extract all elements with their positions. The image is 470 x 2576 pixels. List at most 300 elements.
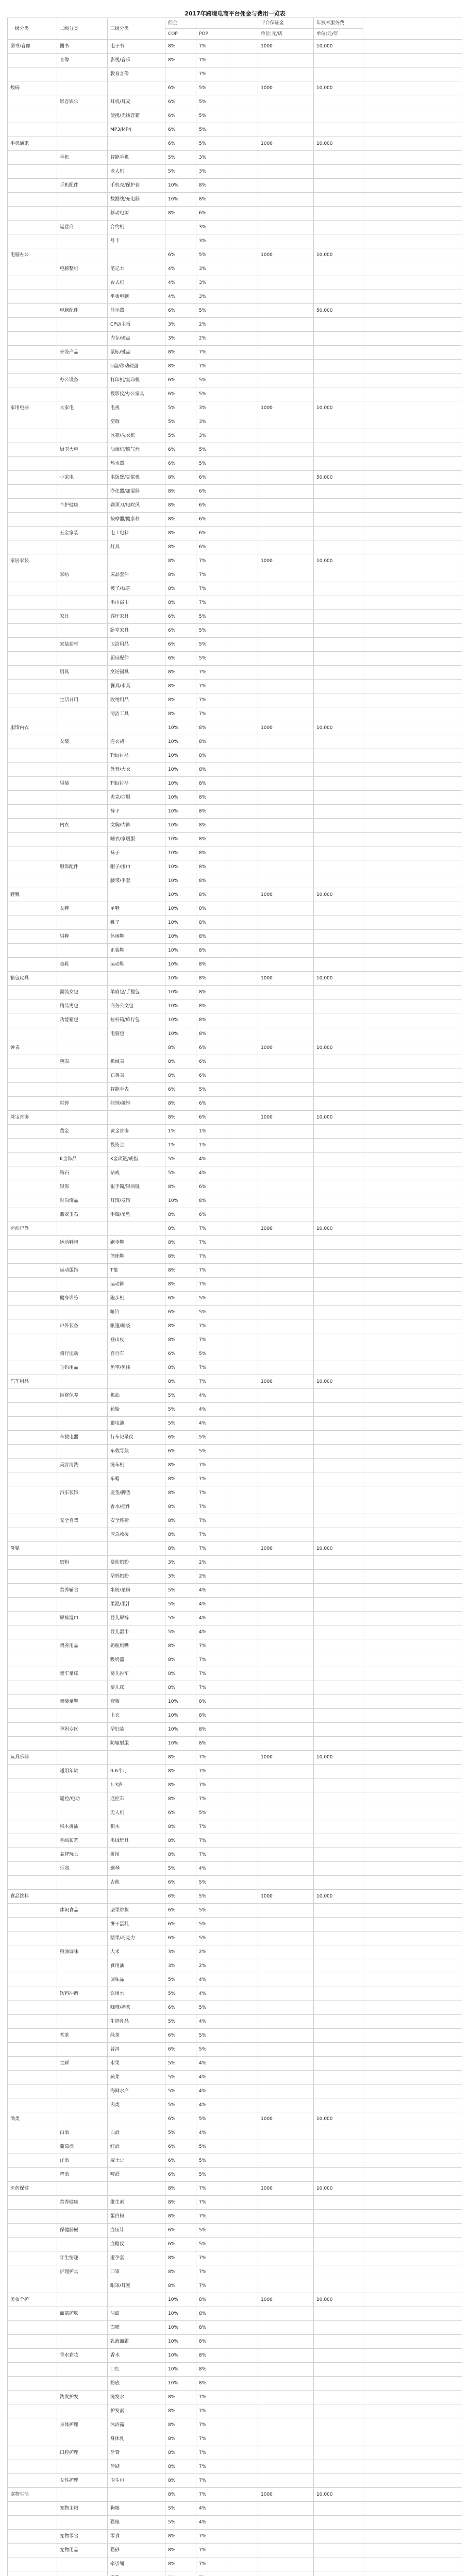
category-l3: 教育音像 xyxy=(108,67,165,81)
deposit xyxy=(258,1695,314,1709)
table-row xyxy=(8,165,462,179)
table-row xyxy=(8,1778,462,1792)
category-l2 xyxy=(57,1222,108,1236)
annual-fee xyxy=(314,1625,363,1639)
annual-fee xyxy=(314,1556,363,1570)
deposit xyxy=(258,443,314,457)
category-l1 xyxy=(8,805,57,819)
category-l3: 收纳用品 xyxy=(108,693,165,707)
deposit xyxy=(258,624,314,638)
rate-pop: 3% xyxy=(196,429,227,443)
category-l2: 翡翠玉石 xyxy=(57,1208,108,1222)
annual-fee: 10,000 xyxy=(314,248,363,262)
category-l2 xyxy=(57,596,108,610)
category-l3: 文胸/内裤 xyxy=(108,819,165,833)
category-l3: 便携/无线音箱 xyxy=(108,109,165,123)
category-l1 xyxy=(8,485,57,499)
category-l3: 显示器 xyxy=(108,304,165,318)
category-l2 xyxy=(57,680,108,693)
rate-cop: 10% xyxy=(165,721,196,735)
note-cell xyxy=(363,123,462,137)
rate-pop: 5% xyxy=(196,2029,227,2043)
category-l3: 毛巾浴巾 xyxy=(108,596,165,610)
annual-fee xyxy=(314,2391,363,2404)
header-blank xyxy=(363,18,462,40)
rate-pop: 8% xyxy=(196,833,227,846)
rate-extra xyxy=(227,2404,258,2418)
annual-fee xyxy=(314,1709,363,1723)
category-l2 xyxy=(57,1751,108,1765)
category-l2 xyxy=(57,387,108,401)
deposit xyxy=(258,1848,314,1862)
annual-fee xyxy=(314,387,363,401)
rate-extra xyxy=(227,972,258,986)
category-l1 xyxy=(8,902,57,916)
table-row xyxy=(8,735,462,749)
rate-pop: 7% xyxy=(196,1514,227,1528)
table-row xyxy=(8,707,462,721)
category-l2 xyxy=(57,2015,108,2029)
deposit xyxy=(258,638,314,652)
deposit xyxy=(258,1013,314,1027)
note-cell xyxy=(363,1361,462,1375)
table-row xyxy=(8,916,462,930)
table-row xyxy=(8,1973,462,1987)
rate-pop: 5% xyxy=(196,1306,227,1319)
deposit xyxy=(258,346,314,360)
rate-extra xyxy=(227,1486,258,1500)
header-annual-fee: 年技术服务费 xyxy=(314,18,363,29)
note-cell xyxy=(363,1584,462,1598)
table-row xyxy=(8,248,462,262)
category-l3: 饼干蛋糕 xyxy=(108,1918,165,1931)
rate-cop: 8% xyxy=(165,1055,196,1069)
rate-cop: 8% xyxy=(165,207,196,221)
category-l1 xyxy=(8,193,57,207)
rate-extra xyxy=(227,2307,258,2321)
deposit xyxy=(258,1347,314,1361)
rate-pop: 8% xyxy=(196,1695,227,1709)
annual-fee xyxy=(314,346,363,360)
category-l2: 个护健康 xyxy=(57,499,108,513)
rate-extra xyxy=(227,40,258,54)
category-l1 xyxy=(8,2154,57,2168)
rate-pop: 4% xyxy=(196,2502,227,2516)
category-l2: 厨卫大电 xyxy=(57,443,108,457)
table-row xyxy=(8,193,462,207)
category-l1 xyxy=(8,1931,57,1945)
deposit xyxy=(258,1292,314,1306)
category-l1: 美妆个护 xyxy=(8,2293,57,2307)
category-l2: 音像 xyxy=(57,54,108,67)
annual-fee xyxy=(314,1486,363,1500)
category-l3: 热水器 xyxy=(108,457,165,471)
note-cell xyxy=(363,1292,462,1306)
category-l1 xyxy=(8,1347,57,1361)
annual-fee xyxy=(314,1097,363,1111)
note-cell xyxy=(363,1778,462,1792)
note-cell xyxy=(363,360,462,374)
category-l1: 箱包皮具 xyxy=(8,972,57,986)
category-l2 xyxy=(57,554,108,568)
rate-cop: 8% xyxy=(165,2418,196,2432)
category-l3: 挂钟/闹钟 xyxy=(108,1097,165,1111)
category-l2 xyxy=(57,1973,108,1987)
rate-pop: 4% xyxy=(196,1612,227,1625)
note-cell xyxy=(363,2432,462,2446)
category-l3: 上衣 xyxy=(108,1709,165,1723)
rate-pop: 5% xyxy=(196,2154,227,2168)
annual-fee xyxy=(314,763,363,777)
table-row xyxy=(8,833,462,846)
rate-cop: 6% xyxy=(165,2140,196,2154)
note-cell xyxy=(363,1625,462,1639)
category-l2: 啤酒 xyxy=(57,2168,108,2182)
table-row xyxy=(8,81,462,95)
rate-cop: 8% xyxy=(165,471,196,485)
category-l2 xyxy=(57,916,108,930)
deposit xyxy=(258,1862,314,1876)
rate-cop: 6% xyxy=(165,137,196,151)
deposit xyxy=(258,540,314,554)
rate-cop: 6% xyxy=(165,1431,196,1445)
note-cell xyxy=(363,1723,462,1737)
category-l3: 牵引绳 xyxy=(108,2557,165,2571)
rate-pop: 8% xyxy=(196,735,227,749)
category-l1 xyxy=(8,666,57,680)
category-l3: 轮胎 xyxy=(108,1403,165,1417)
annual-fee xyxy=(314,1639,363,1653)
category-l1 xyxy=(8,387,57,401)
category-l3 xyxy=(108,554,165,568)
note-cell xyxy=(363,2126,462,2140)
note-cell xyxy=(363,2571,462,2576)
deposit xyxy=(258,1556,314,1570)
annual-fee xyxy=(314,1333,363,1347)
rate-pop: 1% xyxy=(196,1125,227,1139)
rate-cop: 8% xyxy=(165,1250,196,1264)
document-title: 2017年跨境电商平台佣金与费用一览表 xyxy=(184,10,286,17)
note-cell xyxy=(363,680,462,693)
deposit xyxy=(258,2029,314,2043)
rate-extra xyxy=(227,360,258,374)
rate-pop: 7% xyxy=(196,1250,227,1264)
rate-pop: 8% xyxy=(196,193,227,207)
note-cell xyxy=(363,513,462,527)
category-l3: 牛奶乳品 xyxy=(108,2015,165,2029)
rate-cop: 10% xyxy=(165,1027,196,1041)
rate-pop: 7% xyxy=(196,554,227,568)
rate-extra xyxy=(227,610,258,624)
category-l3 xyxy=(108,1375,165,1389)
annual-fee xyxy=(314,2335,363,2349)
deposit: 1000 xyxy=(258,2182,314,2196)
category-l3: U盘/移动硬盘 xyxy=(108,360,165,374)
rate-extra xyxy=(227,2210,258,2224)
rate-extra xyxy=(227,582,258,596)
deposit: 1000 xyxy=(258,2293,314,2307)
category-l1: 服饰内衣 xyxy=(8,721,57,735)
category-l3: 单肩包/手提包 xyxy=(108,986,165,999)
annual-fee xyxy=(314,1236,363,1250)
rate-cop: 6% xyxy=(165,1445,196,1459)
category-l3 xyxy=(108,2571,165,2576)
rate-cop: 6% xyxy=(165,81,196,95)
annual-fee xyxy=(314,916,363,930)
category-l3 xyxy=(108,1111,165,1125)
table-row xyxy=(8,109,462,123)
rate-cop: 10% xyxy=(165,2363,196,2377)
rate-extra xyxy=(227,67,258,81)
category-l2 xyxy=(57,1041,108,1055)
rate-pop: 8% xyxy=(196,749,227,763)
category-l1 xyxy=(8,1765,57,1778)
table-row xyxy=(8,1848,462,1862)
rate-cop: 8% xyxy=(165,527,196,540)
rate-cop: 10% xyxy=(165,179,196,193)
category-l2 xyxy=(57,2460,108,2474)
category-l2: 银饰 xyxy=(57,1180,108,1194)
rate-extra xyxy=(227,1667,258,1681)
category-l1: 宠物生活 xyxy=(8,2488,57,2502)
deposit xyxy=(258,387,314,401)
category-l2 xyxy=(57,137,108,151)
rate-extra xyxy=(227,1375,258,1389)
rate-pop: 7% xyxy=(196,1792,227,1806)
category-l2 xyxy=(57,360,108,374)
rate-extra xyxy=(227,81,258,95)
category-l2 xyxy=(57,540,108,554)
annual-fee xyxy=(314,958,363,972)
note-cell xyxy=(363,693,462,707)
rate-extra xyxy=(227,874,258,888)
category-l3 xyxy=(108,721,165,735)
deposit xyxy=(258,2446,314,2460)
category-l1 xyxy=(8,415,57,429)
category-l3: 裤子 xyxy=(108,805,165,819)
category-l2: 乐器 xyxy=(57,1862,108,1876)
deposit xyxy=(258,360,314,374)
rate-cop: 3% xyxy=(165,1945,196,1959)
deposit xyxy=(258,1208,314,1222)
rate-extra xyxy=(227,2084,258,2098)
deposit xyxy=(258,805,314,819)
rate-cop: 5% xyxy=(165,1403,196,1417)
rate-extra xyxy=(227,2015,258,2029)
note-cell xyxy=(363,860,462,874)
rate-pop: 5% xyxy=(196,443,227,457)
rate-extra xyxy=(227,1445,258,1459)
category-l1: 数码 xyxy=(8,81,57,95)
deposit: 1000 xyxy=(258,1041,314,1055)
annual-fee xyxy=(314,2502,363,2516)
deposit xyxy=(258,999,314,1013)
rate-extra xyxy=(227,554,258,568)
category-l3: 水果 xyxy=(108,2057,165,2071)
note-cell xyxy=(363,1528,462,1542)
category-l1 xyxy=(8,527,57,540)
rate-pop: 8% xyxy=(196,902,227,916)
rate-extra xyxy=(227,735,258,749)
deposit xyxy=(258,2502,314,2516)
category-l1 xyxy=(8,680,57,693)
category-l2: 营养健康 xyxy=(57,2196,108,2210)
category-l2: 茗茶 xyxy=(57,2029,108,2043)
category-l2 xyxy=(57,2432,108,2446)
annual-fee xyxy=(314,1876,363,1890)
table-row xyxy=(8,2112,462,2126)
annual-fee xyxy=(314,2084,363,2098)
rate-pop: 7% xyxy=(196,1765,227,1778)
note-cell xyxy=(363,527,462,540)
rate-pop: 8% xyxy=(196,819,227,833)
rate-cop: 10% xyxy=(165,874,196,888)
annual-fee xyxy=(314,2474,363,2488)
category-l2: 香水彩妆 xyxy=(57,2349,108,2363)
table-row xyxy=(8,179,462,193)
category-l3: 按摩器/健康秤 xyxy=(108,513,165,527)
table-row xyxy=(8,2544,462,2557)
category-l1 xyxy=(8,2015,57,2029)
annual-fee: 10,000 xyxy=(314,1111,363,1125)
deposit xyxy=(258,1166,314,1180)
rate-extra xyxy=(227,902,258,916)
rate-extra xyxy=(227,1751,258,1765)
rate-cop: 10% xyxy=(165,958,196,972)
rate-extra xyxy=(227,332,258,346)
category-l1 xyxy=(8,1820,57,1834)
deposit xyxy=(258,429,314,443)
rate-cop: 8% xyxy=(165,1514,196,1528)
note-cell xyxy=(363,2321,462,2335)
rate-extra xyxy=(227,1347,258,1361)
note-cell xyxy=(363,2196,462,2210)
deposit xyxy=(258,1820,314,1834)
deposit xyxy=(258,1931,314,1945)
category-l3: 鼠标/键盘 xyxy=(108,346,165,360)
rate-cop: 6% xyxy=(165,248,196,262)
table-row xyxy=(8,1389,462,1403)
deposit xyxy=(258,1806,314,1820)
category-l1 xyxy=(8,1319,57,1333)
annual-fee xyxy=(314,833,363,846)
category-l1 xyxy=(8,304,57,318)
note-cell xyxy=(363,944,462,958)
annual-fee xyxy=(314,1264,363,1278)
category-l3: 自行车 xyxy=(108,1347,165,1361)
rate-pop: 5% xyxy=(196,1931,227,1945)
rate-cop: 5% xyxy=(165,151,196,165)
category-l2 xyxy=(57,624,108,638)
annual-fee xyxy=(314,207,363,221)
rate-cop: 6% xyxy=(165,443,196,457)
category-l2: 腕表 xyxy=(57,1055,108,1069)
table-row xyxy=(8,1153,462,1166)
category-l1 xyxy=(8,568,57,582)
annual-fee xyxy=(314,1166,363,1180)
table-row xyxy=(8,1333,462,1347)
note-cell xyxy=(363,610,462,624)
rate-cop: 8% xyxy=(165,1653,196,1667)
rate-pop: 4% xyxy=(196,1417,227,1431)
category-l1 xyxy=(8,1584,57,1598)
category-l1 xyxy=(8,2335,57,2349)
table-row xyxy=(8,2335,462,2349)
category-l1: 家居家装 xyxy=(8,554,57,568)
rate-extra xyxy=(227,1194,258,1208)
category-l2: 汽车装饰 xyxy=(57,1486,108,1500)
rate-extra xyxy=(227,1959,258,1973)
table-row xyxy=(8,1208,462,1222)
rate-extra xyxy=(227,1139,258,1153)
deposit xyxy=(258,67,314,81)
rate-cop: 8% xyxy=(165,707,196,721)
note-cell xyxy=(363,471,462,485)
deposit xyxy=(258,860,314,874)
note-cell xyxy=(363,1973,462,1987)
rate-pop: 4% xyxy=(196,1389,227,1403)
category-l2 xyxy=(57,207,108,221)
table-row xyxy=(8,1987,462,2001)
note-cell xyxy=(363,2544,462,2557)
category-l2: 内衣 xyxy=(57,819,108,833)
deposit xyxy=(258,193,314,207)
rate-extra xyxy=(227,513,258,527)
category-l1 xyxy=(8,596,57,610)
table-header xyxy=(8,18,462,40)
category-l2: 积木拼插 xyxy=(57,1820,108,1834)
category-l1 xyxy=(8,1361,57,1375)
table-row xyxy=(8,958,462,972)
category-l2 xyxy=(57,2335,108,2349)
category-l2 xyxy=(57,1959,108,1973)
rate-pop: 7% xyxy=(196,1820,227,1834)
deposit xyxy=(258,179,314,193)
rate-pop: 4% xyxy=(196,1625,227,1639)
category-l1 xyxy=(8,1862,57,1876)
rate-extra xyxy=(227,680,258,693)
category-l2: 洗发护发 xyxy=(57,2391,108,2404)
category-l1 xyxy=(8,290,57,304)
rate-cop: 10% xyxy=(165,791,196,805)
note-cell xyxy=(363,1667,462,1681)
category-l1 xyxy=(8,457,57,471)
deposit xyxy=(258,1333,314,1347)
rate-extra xyxy=(227,819,258,833)
category-l2 xyxy=(57,1653,108,1667)
note-cell xyxy=(363,777,462,791)
category-l1 xyxy=(8,777,57,791)
category-l2: 家装建材 xyxy=(57,638,108,652)
rate-cop: 8% xyxy=(165,40,196,54)
category-l1 xyxy=(8,1723,57,1737)
rate-extra xyxy=(227,540,258,554)
category-l2 xyxy=(57,652,108,666)
annual-fee xyxy=(314,680,363,693)
deposit xyxy=(258,2418,314,2432)
rate-cop xyxy=(165,2571,196,2576)
category-l1 xyxy=(8,1236,57,1250)
deposit xyxy=(258,2084,314,2098)
table-row xyxy=(8,2043,462,2057)
deposit: 1000 xyxy=(258,1890,314,1904)
deposit xyxy=(258,1765,314,1778)
note-cell xyxy=(363,1876,462,1890)
rate-pop: 5% xyxy=(196,1347,227,1361)
category-l3: 外套/大衣 xyxy=(108,763,165,777)
category-l3 xyxy=(108,1542,165,1556)
rate-pop: 7% xyxy=(196,1486,227,1500)
